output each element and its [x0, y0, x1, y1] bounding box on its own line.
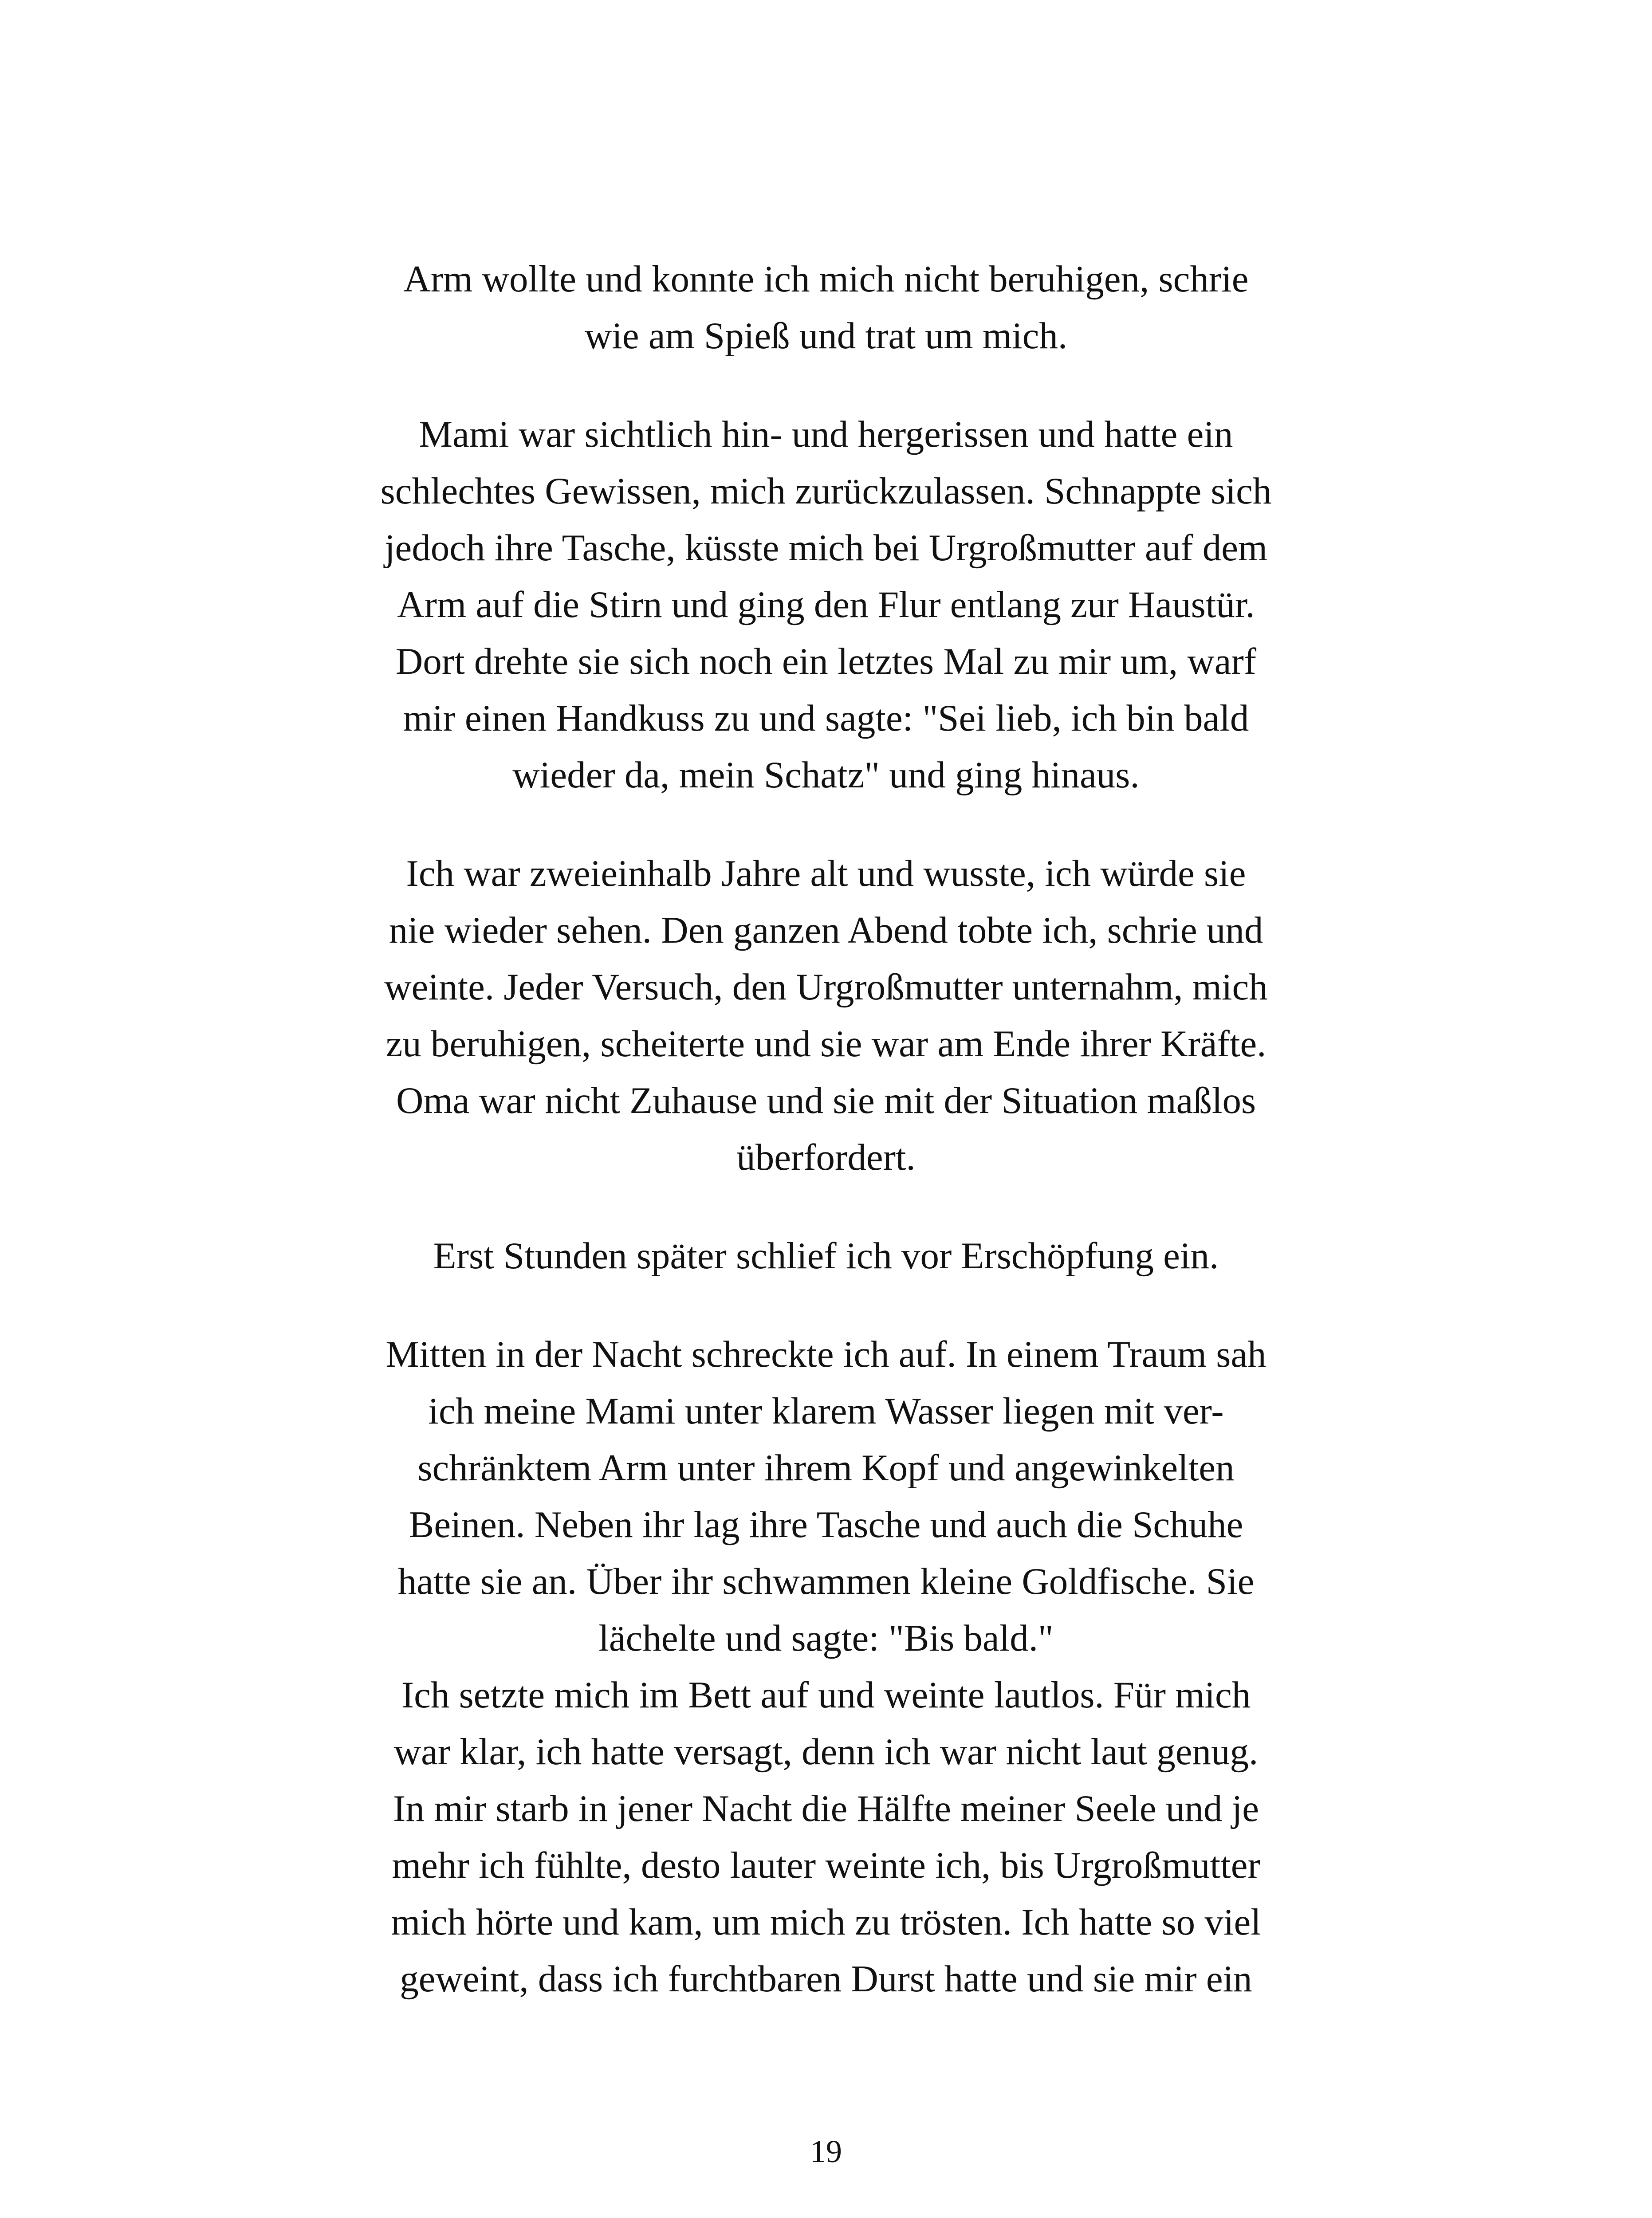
text-line: Ich war zweieinhalb Jahre alt und wusste, ich würde sie: [406, 853, 1246, 894]
text-line: war klar, ich hatte versagt, denn ich war nicht laut genug.: [393, 1731, 1259, 1773]
text-line: In mir starb in jener Nacht die Hälfte meiner Seele und je: [393, 1788, 1259, 1829]
body-text: [337, 251, 1315, 2049]
paragraph-2: [337, 406, 1315, 803]
paragraph-5: [337, 1326, 1315, 2007]
text-line: wie am Spieß und trat um mich.: [584, 315, 1068, 357]
text-line: Mitten in der Nacht schreckte ich auf. In einem Traum sah: [385, 1333, 1267, 1375]
text-line: Arm wollte und konnte ich mich nicht beruhigen, schrie: [403, 258, 1249, 300]
text-line: weinte. Jeder Versuch, den Urgroßmutter unternahm, mich: [384, 966, 1268, 1008]
text-line: wieder da, mein Schatz" und ging hinaus.: [512, 754, 1140, 796]
text-line: Ich setzte mich im Bett auf und weinte lautlos. Für mich: [401, 1674, 1251, 1716]
text-line: Beinen. Neben ihr lag ihre Tasche und auch die Schuhe: [409, 1504, 1243, 1546]
text-line: schlechtes Gewissen, mich zurückzulassen. Schnappte sich: [380, 470, 1272, 512]
text-line: lächelte und sagte: "Bis bald.": [598, 1617, 1054, 1659]
text-line: geweint, dass ich furchtbaren Durst hatte und sie mir ein: [400, 1958, 1252, 2000]
text-line: Dort drehte sie sich noch ein letztes Mal zu mir um, warf: [395, 641, 1257, 682]
text-line: mir einen Handkuss zu und sagte: "Sei lieb, ich bin bald: [403, 697, 1249, 739]
text-line: nie wieder sehen. Den ganzen Abend tobte ich, schrie und: [389, 909, 1263, 951]
paragraph-1: [337, 251, 1315, 364]
text-line: zu beruhigen, scheiterte und sie war am Ende ihrer Kräfte.: [385, 1023, 1267, 1065]
text-line: jedoch ihre Tasche, küsste mich bei Urgroßmutter auf dem: [384, 527, 1268, 569]
page-number: 19: [810, 2134, 842, 2169]
text-line: Arm auf die Stirn und ging den Flur entlang zur Haustür.: [397, 584, 1255, 625]
text-line: hatte sie an. Über ihr schwammen kleine Goldfische. Sie: [397, 1561, 1255, 1602]
text-line: mich hörte und kam, um mich zu trösten. Ich hatte so viel: [391, 1901, 1261, 1943]
text-line: überfordert.: [736, 1137, 916, 1178]
paragraph-4: [337, 1227, 1315, 1284]
text-line: schränktem Arm unter ihrem Kopf und angewinkelten: [417, 1447, 1235, 1489]
text-line: ich meine Mami unter klarem Wasser liegen mit ver-: [428, 1390, 1224, 1432]
text-line: mehr ich fühlte, desto lauter weinte ich, bis Urgroßmutter: [392, 1844, 1260, 1886]
text-line: Mami war sichtlich hin- und hergerissen und hatte ein: [419, 413, 1233, 455]
text-line: Erst Stunden später schlief ich vor Erschöpfung ein.: [433, 1235, 1219, 1277]
text-line: Oma war nicht Zuhause und sie mit der Situation maßlos: [396, 1080, 1256, 1121]
paragraph-3: [337, 845, 1315, 1186]
